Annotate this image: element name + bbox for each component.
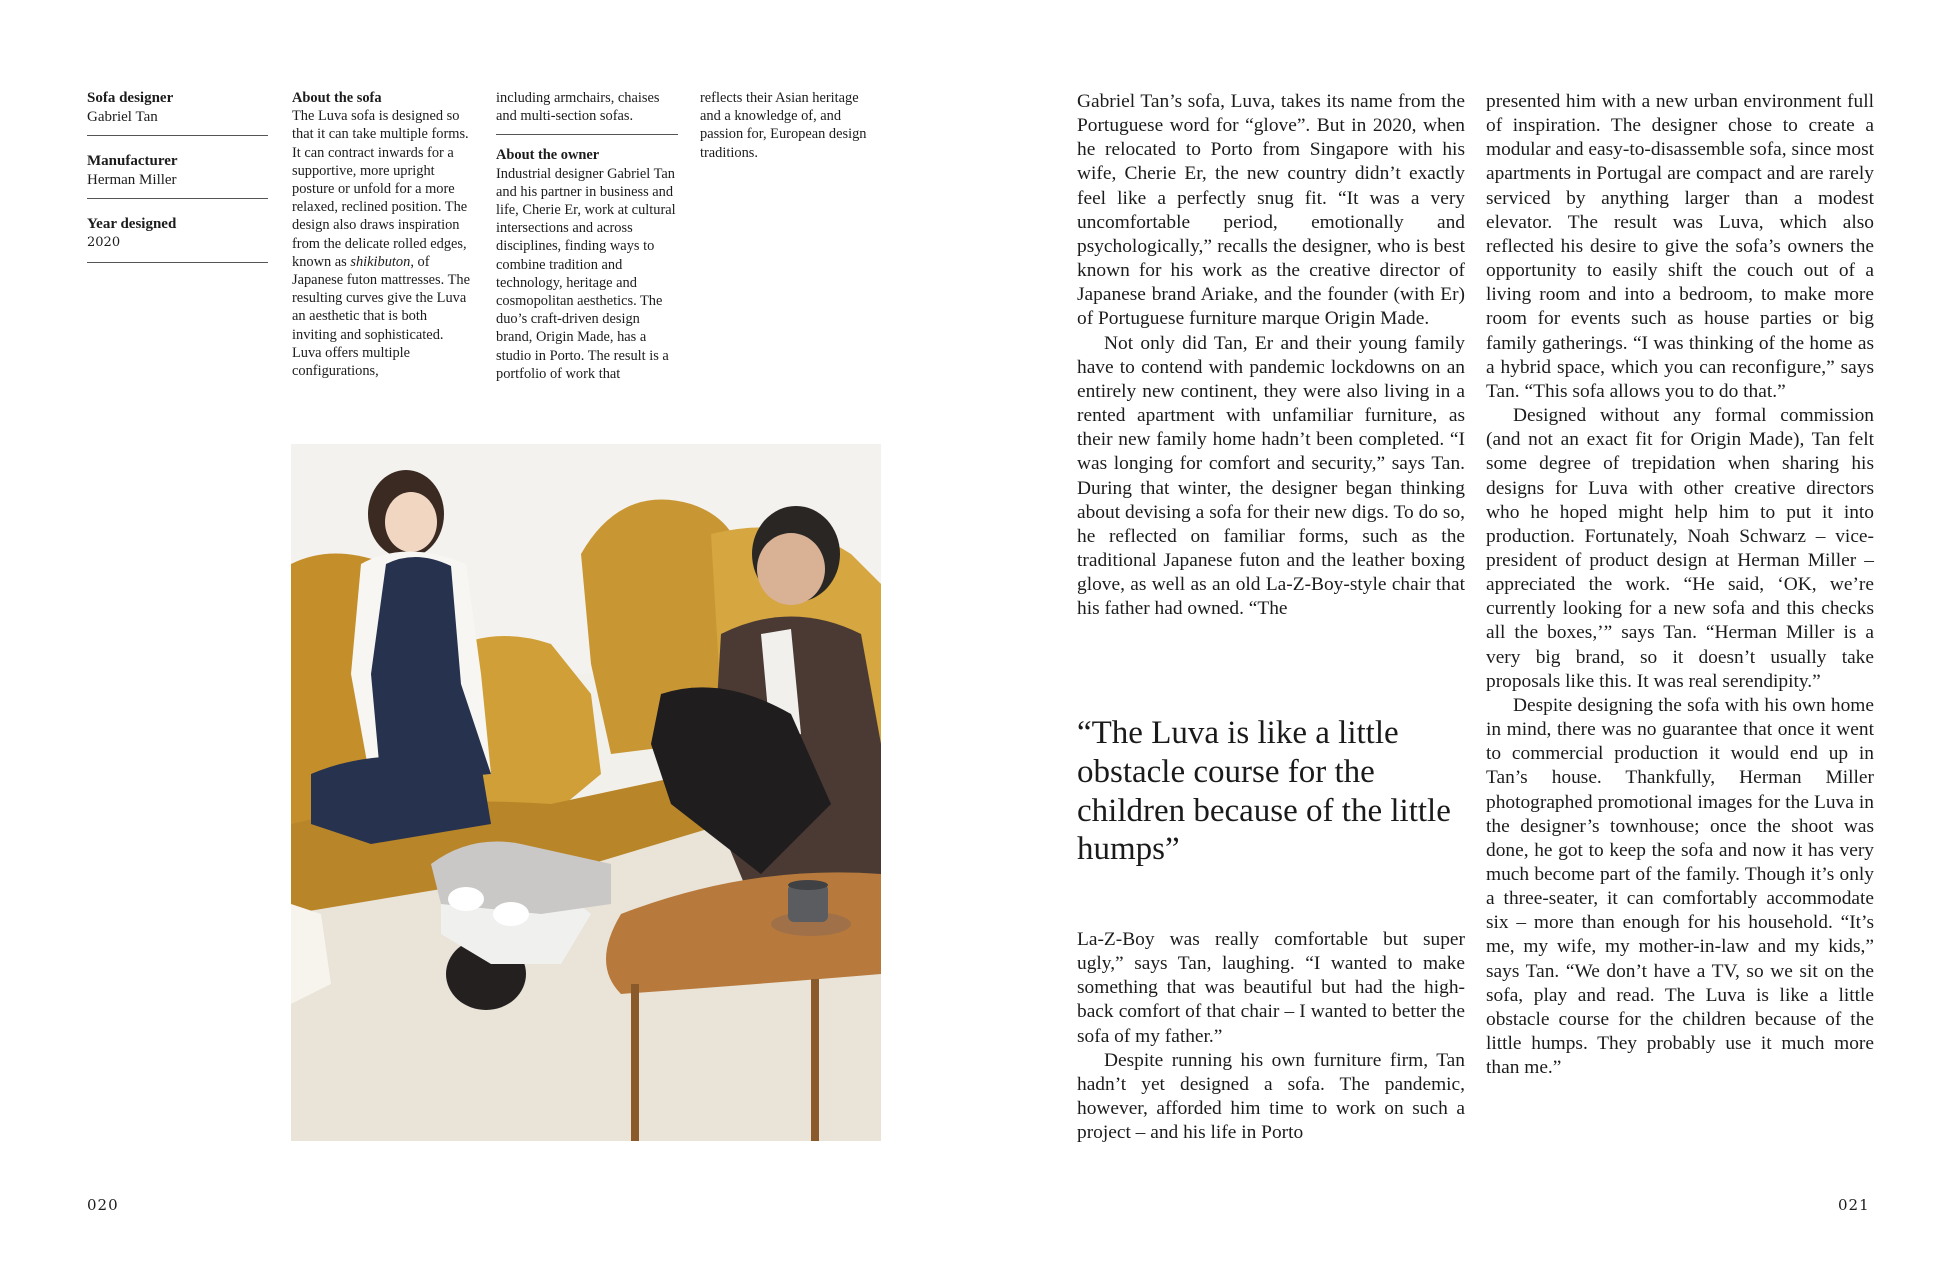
article-paragraph: Gabriel Tan’s sofa, Luva, takes its name from the Portuguese word for “glove”. But in 2020, when he relocated to Porto from Singapore with his wife, Cherie Er, the new country didn’t exactly feel like a perfectly snug fit. “It was a very uncomfortable period, emotionally and psychologically,” recalls the designer, who is best known for his work as the creative director of Japanese brand Ariake, and the founder (with Er) of Portuguese furniture marque Origin Made. bbox=[1077, 91, 1465, 330]
article-paragraph: Despite running his own furniture firm, Tan hadn’t yet designed a sofa. The pandemic, however, afforded him time to work on such a project – and his life in Porto bbox=[1077, 1049, 1465, 1144]
product-facts bbox=[87, 89, 268, 279]
manufacturer-fact bbox=[87, 152, 268, 199]
about-sofa-text-part2: , of Japanese futon mattresses. The resulting curves give the Luva an aesthetic that is both inviting and sophisticated. Luva offers multiple configurations, bbox=[292, 253, 470, 380]
manufacturer-label: Manufacturer bbox=[87, 153, 178, 170]
article-paragraph: La-Z-Boy was really comfortable but super ugly,” says Tan, laughing. “I wanted to make something that was beautiful but had the high-back comfort of that chair – I wanted to better the sofa of my father.” bbox=[1077, 929, 1465, 1047]
article-paragraph: Not only did Tan, Er and their young family have to contend with pandemic lockdowns on an entirely new continent, they were also living in a rented apartment with unfamiliar furniture, as their new family home hadn’t been completed. “I was longing for comfort and security,” says Tan. During that winter, the designer began thinking about devising a sofa for their new digs. To do so, he reflected on familiar forms, such as the traditional Japanese futon and the leather boxing glove, as well as an old La-Z-Boy-style chair that his father had owned. “The bbox=[1077, 332, 1465, 620]
article-column-2 bbox=[1486, 90, 1874, 1080]
page-number-right: 021 bbox=[1838, 1196, 1870, 1214]
about-owner-text: Industrial designer Gabriel Tan and his partner in business and life, Cherie Er, work at cultural intersections and across disciplines, finding ways to combine tradition and technology, heritage and cosmopolitan aesthetics. The duo’s craft-driven design brand, Origin Made, has a studio in Porto. The result is a portfolio of work that bbox=[496, 165, 676, 382]
about-sofa-text bbox=[292, 107, 474, 380]
photo-illustration bbox=[291, 444, 881, 1141]
article-column-1-bottom bbox=[1077, 928, 1465, 1145]
year-value: 2020 bbox=[87, 234, 121, 250]
article-paragraph: Designed without any formal commission (and not an exact fit for Origin Made), Tan felt some degree of trepidation when sharing his designs for Luva with other creative directors who he hoped might help him to put it into production. Fortunately, Noah Schwarz – vice-president of product design at Herman Miller – appreciated the work. “He said, ‘OK, we’re currently looking for a new sofa and this checks all the boxes,’” says Tan. “Herman Miller is a very big brand, so it doesn’t usually take proposals like this. It was real serendipity.” bbox=[1486, 405, 1874, 692]
designer-label: Sofa designer bbox=[87, 90, 174, 106]
manufacturer-value: Herman Miller bbox=[87, 171, 177, 188]
designer-value: Gabriel Tan bbox=[87, 108, 158, 125]
article-paragraph: Despite designing the sofa with his own home in mind, there was no guarantee that once it went to commercial production it would end up in Tan’s house. Thankfully, Herman Miller photographed promotional images for the Luva in the designer’s townhouse; once the shoot was done, he got to keep the sofa and now it has very much become part of the family. Though it’s only a three-seater, it can comfortably accommodate six – more than enough for his household. “It’s me, my wife, my mother-in-law and my kids,” says Tan. “We don’t have a TV, so we sit on the sofa, play and read. The Luva is like a little obstacle course for the children because of the little humps. They probably use it much more than me.” bbox=[1486, 694, 1874, 1079]
article-column-1-top bbox=[1077, 90, 1465, 621]
about-owner-continued: reflects their Asian heritage and a knowledge of, and passion for, European design traditions. bbox=[700, 90, 867, 161]
article-paragraph: presented him with a new urban environment full of inspiration. The designer chose to create a modular and easy-to-disassemble sofa, since most apartments in Portugal are compact and are rarely serviced by anything larger than a modest elevator. The result was Luva, which also reflected his desire to give the sofa’s owners the opportunity to easily shift the couch out of a living room and into a bedroom, to make more room for events such as house parties or big family gatherings. “I was thinking of the home as a hybrid space, which you can reconfigure,” says Tan. “This sofa allows you to do that.” bbox=[1486, 91, 1874, 402]
about-sofa-heading: About the sofa bbox=[292, 90, 382, 106]
about-owner-continued-column bbox=[700, 89, 882, 162]
family-on-sofa-photo bbox=[291, 444, 881, 1141]
page-number-left: 020 bbox=[87, 1196, 119, 1214]
about-sofa-column bbox=[292, 89, 474, 380]
shikibuton-term: shikibuton bbox=[350, 253, 411, 270]
pull-quote: “The Luva is like a little obstacle course for the children because of the little humps” bbox=[1077, 715, 1451, 868]
year-label: Year designed bbox=[87, 216, 177, 233]
about-owner-heading: About the owner bbox=[496, 147, 600, 164]
about-sofa-text-part1: The Luva sofa is designed so that it can take multiple forms. It can contract inwards for a supportive, more upright posture or unfold for a more relaxed, reclined position. The design also draws inspiration from the delicate rolled edges, known as bbox=[292, 108, 469, 270]
section-divider bbox=[496, 134, 678, 135]
designer-fact bbox=[87, 89, 268, 136]
year-fact bbox=[87, 215, 268, 262]
about-owner-column bbox=[496, 89, 678, 383]
about-sofa-continued: including armchairs, chaises and multi-section sofas. bbox=[496, 90, 660, 125]
